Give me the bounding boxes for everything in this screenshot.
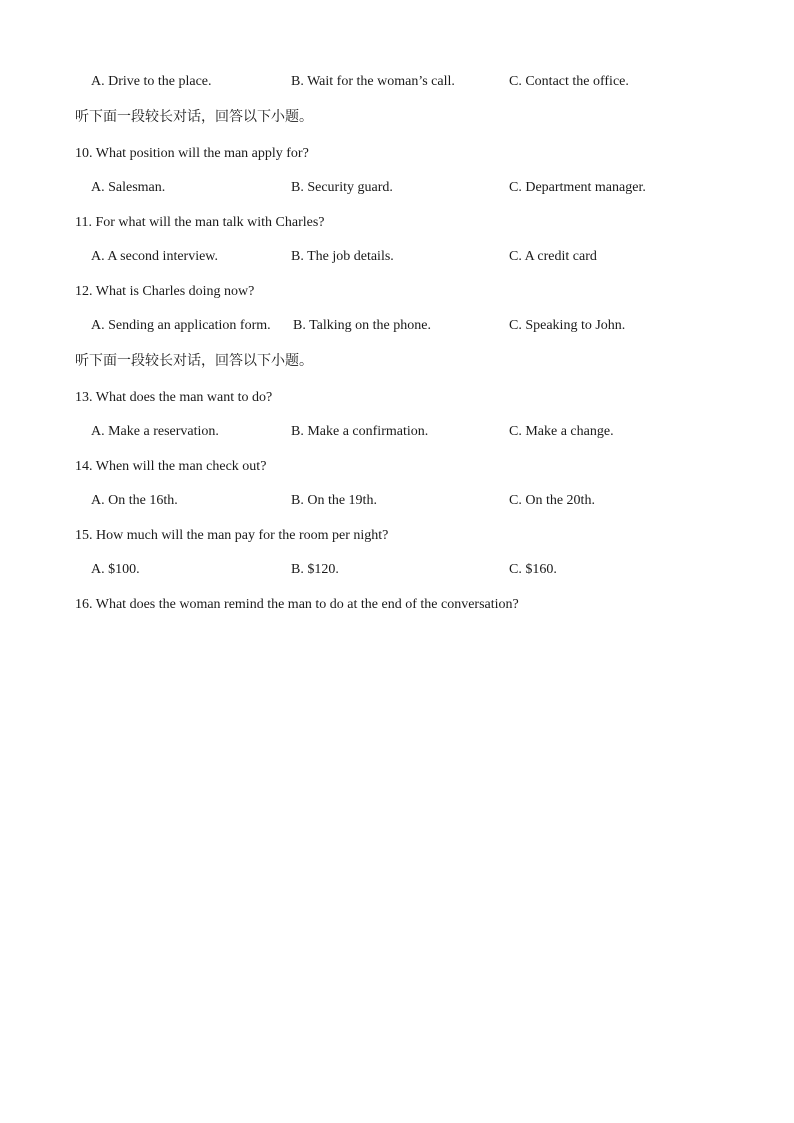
question-11 bbox=[0, 213, 794, 233]
option-b: B. Wait for the woman’s call. bbox=[291, 74, 455, 89]
options-row-q11 bbox=[0, 247, 794, 267]
options-row-q12 bbox=[0, 316, 794, 336]
option-c: C. Speaking to John. bbox=[509, 318, 626, 333]
option-b: B. The job details. bbox=[291, 249, 394, 264]
question-12 bbox=[0, 282, 794, 302]
section-instruction-text: 听下面一段较长对话，回答以下小题。 bbox=[75, 353, 313, 369]
options-row-q13 bbox=[0, 422, 794, 442]
question-text: 15. How much will the man pay for the room per night? bbox=[75, 528, 389, 543]
option-a: A. Sending an application form. bbox=[91, 318, 271, 333]
options-row-q9 bbox=[0, 72, 794, 92]
question-text: 12. What is Charles doing now? bbox=[75, 284, 255, 299]
question-text: 14. When will the man check out? bbox=[75, 459, 267, 474]
option-a: A. Drive to the place. bbox=[91, 74, 212, 89]
options-row-q15 bbox=[0, 560, 794, 580]
question-text: 16. What does the woman remind the man to do at the end of the conversation? bbox=[75, 597, 519, 612]
question-text: 13. What does the man want to do? bbox=[75, 390, 273, 405]
question-text: 10. What position will the man apply for? bbox=[75, 146, 309, 161]
option-a: A. Make a reservation. bbox=[91, 424, 219, 439]
option-b: B. Make a confirmation. bbox=[291, 424, 429, 439]
option-c: C. Contact the office. bbox=[509, 74, 629, 89]
option-b: B. Talking on the phone. bbox=[293, 318, 431, 333]
question-16 bbox=[0, 595, 794, 615]
option-b: B. On the 19th. bbox=[291, 493, 377, 508]
option-b: B. Security guard. bbox=[291, 180, 393, 195]
option-c: C. Make a change. bbox=[509, 424, 614, 439]
question-text: 11. For what will the man talk with Charles? bbox=[75, 215, 325, 230]
options-row-q10 bbox=[0, 178, 794, 198]
question-15 bbox=[0, 526, 794, 546]
option-a: A. A second interview. bbox=[91, 249, 219, 264]
option-c: C. Department manager. bbox=[509, 180, 646, 195]
section-instruction bbox=[0, 107, 794, 127]
question-14 bbox=[0, 457, 794, 477]
option-a: A. On the 16th. bbox=[91, 493, 178, 508]
section-instruction bbox=[0, 351, 794, 371]
option-a: A. $100. bbox=[91, 562, 140, 577]
options-row-q14 bbox=[0, 491, 794, 511]
option-a: A. Salesman. bbox=[91, 180, 166, 195]
option-c: C. $160. bbox=[509, 562, 557, 577]
question-10 bbox=[0, 144, 794, 164]
section-instruction-text: 听下面一段较长对话，回答以下小题。 bbox=[75, 109, 313, 125]
option-b: B. $120. bbox=[291, 562, 339, 577]
question-13 bbox=[0, 388, 794, 408]
option-c: C. A credit card bbox=[509, 249, 597, 264]
option-c: C. On the 20th. bbox=[509, 493, 595, 508]
